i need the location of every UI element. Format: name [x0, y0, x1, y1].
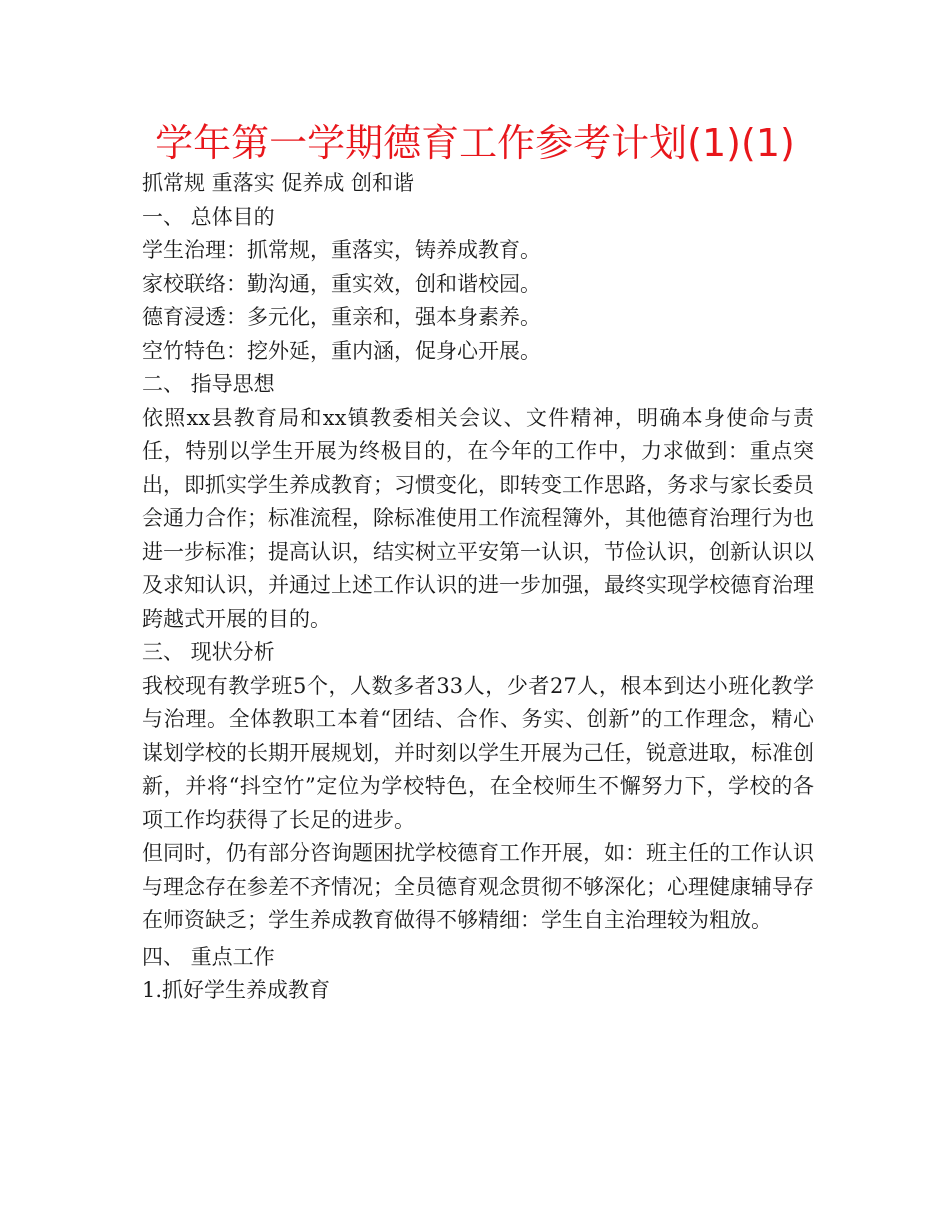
section-heading-key-work: 四、 重点工作 — [142, 944, 275, 969]
goal-item-moral-education: 德育浸透：多元化，重亲和，强本身素养。 — [142, 305, 541, 329]
section-heading-status-analysis: 三、 现状分析 — [142, 640, 275, 664]
goal-item-diabolo-feature: 空竹特色：挖外延，重内涵，促身心开展。 — [142, 338, 541, 363]
document-body — [142, 167, 814, 1008]
section-heading-guiding-ideology: 二、 指导思想 — [142, 372, 275, 396]
goal-item-home-school: 家校联络：勤沟通，重实效，创和谐校园。 — [142, 271, 541, 296]
status-analysis-paragraph-2: 但同时，仍有部分咨询题困扰学校德育工作开展，如：班主任的工作认识与理念存在参差不齐情况；全员德育观念贯彻不够深化；心理健康辅导存在师资缺乏；学生养成教育做得不够精细：学生自主治理较为粗放。 — [142, 841, 814, 932]
section-heading-goals: 一、 总体目的 — [142, 204, 275, 229]
guiding-ideology-paragraph: 依照xx县教育局和xx镇教委相关会议、文件精神，明确本身使命与责任，特别以学生开展为终极目的，在今年的工作中，力求做到：重点突出，即抓实学生养成教育；习惯变化，即转变工作思路，务求与家长委员会通力合作；标准流程，除标准使用工作流程簿外，其他德育治理行为也进一步标准；提高认识，结实树立平安第一认识，节俭认识，创新认识以及求知认识，并通过上述工作认识的进一步加强，最终实现学校德育治理跨越式开展的目的。 — [142, 405, 814, 631]
key-work-item-1: 1.抓好学生养成教育 — [142, 978, 331, 1002]
goal-item-student-management: 学生治理：抓常规，重落实，铸养成教育。 — [142, 238, 541, 262]
status-analysis-paragraph-1: 我校现有教学班5个，人数多者33人，少者27人，根本到达小班化教学与治理。全体教职工本着“团结、合作、务实、创新”的工作理念，精心谋划学校的长期开展规划，并时刻以学生开展为己任，锐意进取，标准创新，并将“抖空竹”定位为学校特色，在全校师生不懈努力下，学校的各项工作均获得了长足的进步。 — [142, 673, 814, 832]
document-title: 学年第一学期德育工作参考计划(1)(1) — [155, 121, 795, 165]
slogan: 抓常规 重落实 促养成 创和谐 — [142, 171, 415, 195]
